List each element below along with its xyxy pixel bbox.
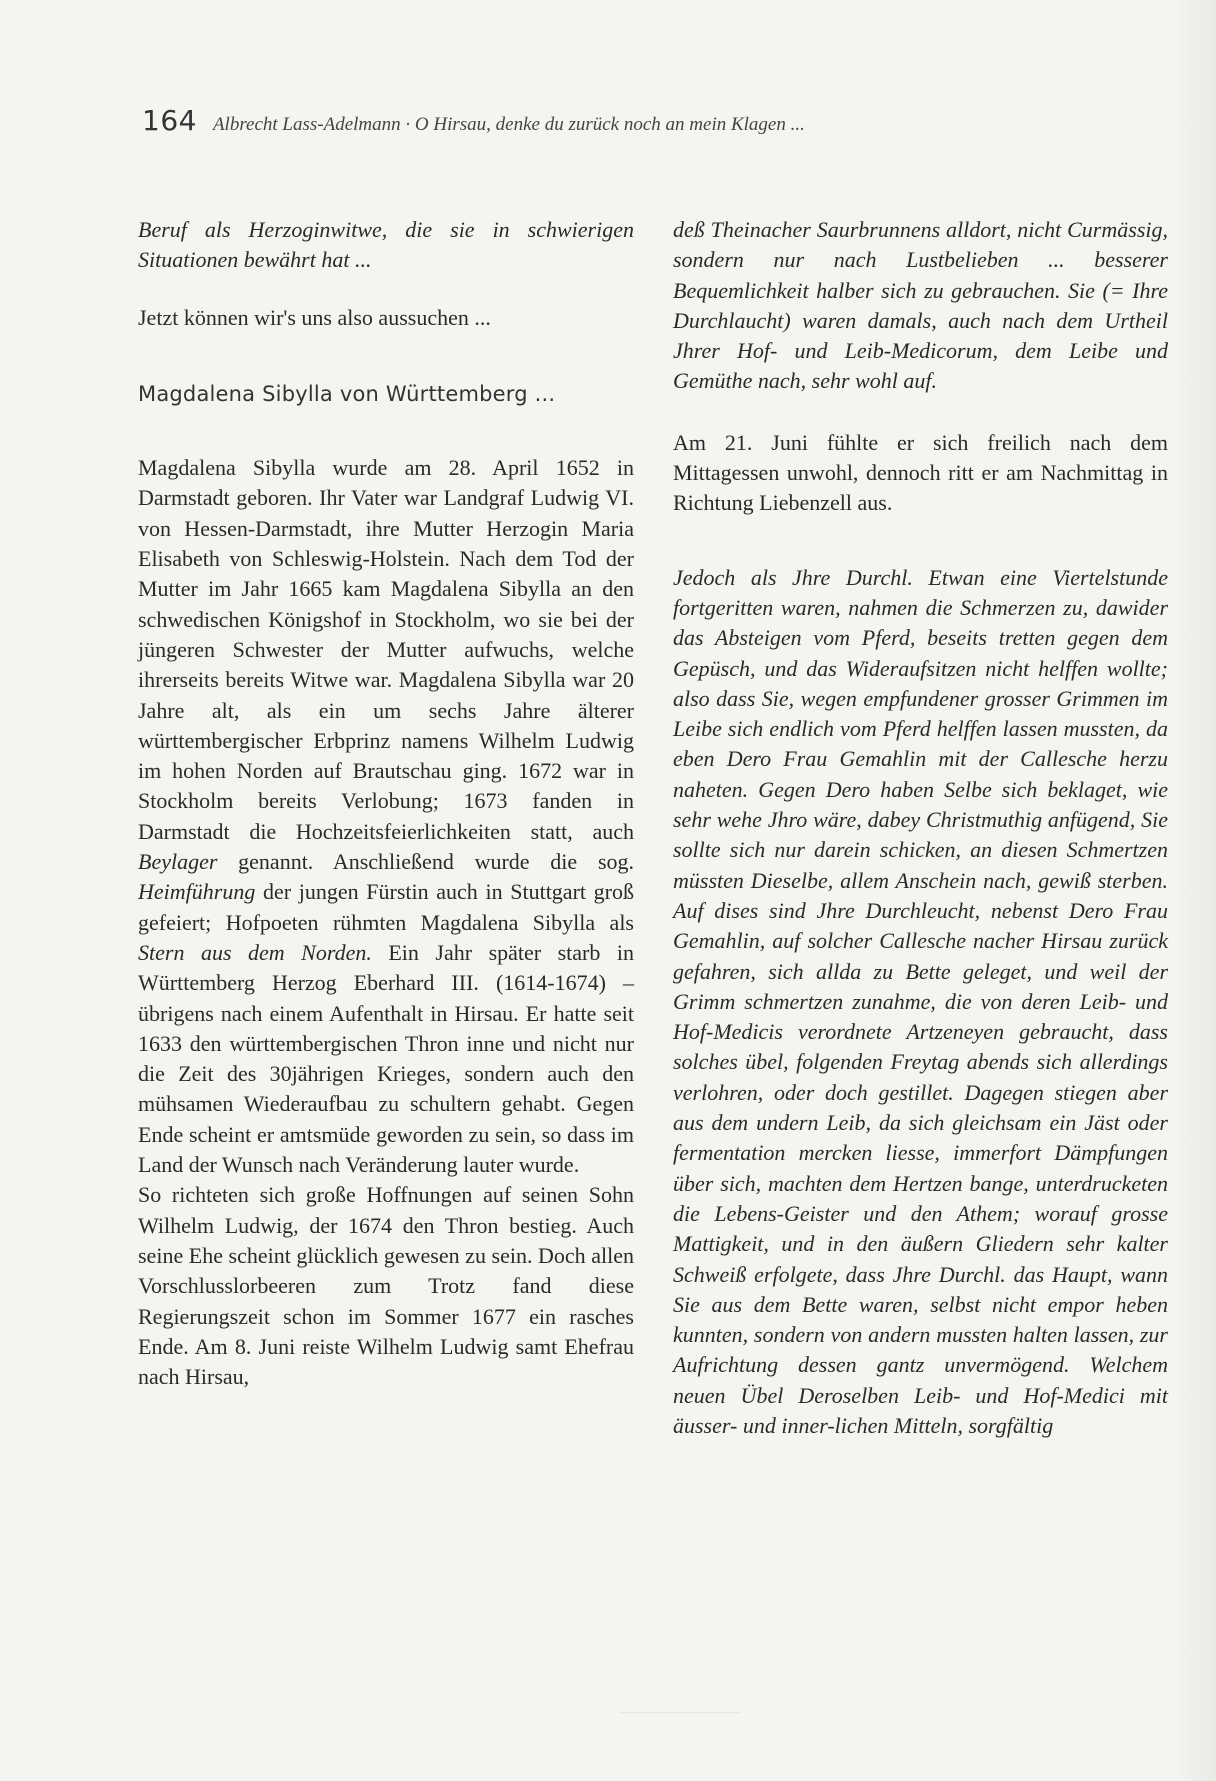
body-text: Magdalena Sibylla wurde am 28. April 1652 in Darmstadt geboren. Ihr Vater war Landgraf Ludwig VI. von Hessen-Darmstadt, ihre Mutter Herzogin Maria Elisabeth von Schleswig-Holstein. Nach dem Tod der Mutter im Jahr 1665 kam Magdalena Sibylla an den schwedischen Königshof in Stockholm, wo sie bei der jüngeren Schwester der Mutter aufwuchs, welche ihrerseits bereits Witwe war. Magdalena Sibylla war 20 Jahre alt, als ein um sechs Jahre älterer württembergischer Erbprinz namens Wilhelm Ludwig im hohen Norden auf Brautschau ging. 1672 war in Stockholm bereits Verlobung; 1673 fanden in Darmstadt die Hochzeitsfeierlichkeiten statt, auch [138, 455, 634, 844]
right-column [673, 215, 1168, 1441]
body-paragraph-3: Am 21. Juni fühlte er sich freilich nach dem Mittagessen unwohl, dennoch ritt er am Nachmittag in Richtung Liebenzell aus. [673, 429, 1168, 516]
running-head-title: Albrecht Lass-Adelmann · O Hirsau, denke du zurück noch an mein Klagen ... [212, 114, 805, 135]
term-heimfuehrung: Heimführung [138, 879, 256, 905]
body-text: Ein Jahr später starb in Württemberg Herzog Eberhard III. (1614-1674) – übrigens nach einem Aufenthalt in Hirsau. Er hatte seit 1633 den württembergischen Thron inne und nicht nur die Zeit des 30jährigen Krieges, sondern auch den mühsamen Wiederaufbau zu schultern gehabt. Gegen Ende scheint er amtsmüde geworden zu sein, so dass im Land der Wunsch nach Veränderung lauter wurde. [138, 939, 634, 1178]
opening-quote: Beruf als Herzoginwitwe, die sie in schwierigen Situationen bewährt hat ... [138, 217, 634, 273]
bottom-rule [620, 1712, 740, 1713]
page-edge-shadow [1176, 0, 1216, 1781]
section-heading: Magdalena Sibylla von Württemberg ... [138, 381, 556, 406]
page-number: 164 [142, 104, 197, 137]
quote-block-1: deß Theinacher Saurbrunnens alldort, nicht Curmässig, sondern nur nach Lustbelieben ... besserer Bequemlichkeit halber sich zu gebrauchen. Sie (= Ihre Durchlaucht) waren damals, auch nach dem Urtheil Jhrer Hof- und Leib-Medicorum, dem Leibe und Gemüthe nach, sehr wohl auf. [673, 217, 1168, 394]
body-paragraph-2: So richteten sich große Hoffnungen auf seinen Sohn Wilhelm Ludwig, der 1674 den Thron bestieg. Auch seine Ehe scheint glücklich gewesen zu sein. Doch allen Vorschlusslorbeeren zum Trotz fand diese Regierungszeit schon im Sommer 1677 ein rasches Ende. Am 8. Juni reiste Wilhelm Ludwig samt Ehefrau nach Hirsau, [138, 1182, 634, 1390]
quote-block-2: Jedoch als Jhre Durchl. Etwan eine Viertelstunde fortgeritten waren, nahmen die Schmerzen zu, dawider das Absteigen vom Pferd, beseits tretten gegen dem Gepüsch, und das Wideraufsitzen nicht helffen wollte; also dass Sie, wegen empfundener grosser Grimmen im Leibe sich endlich vom Pferd helffen lassen mussten, da eben Dero Frau Gemahlin mit der Callesche herzu naheten. Gegen Dero haben Selbe sich beklaget, wie sehr wehe Jhro wäre, dabey Christmuthig anfügend, Sie sollte sich nur darein schicken, an diesen Schmertzen müssten Dieselbe, allem Anschein nach, gewiß sterben. Auf dises sind Jhre Durchleucht, nebenst Dero Frau Gemahlin, auf solcher Callesche nacher Hirsau zurück gefahren, sich allda zu Bette geleget, und weil der Grimm schmertzen zunahme, die von deren Leib- und Hof-Medicis verordnete Artzeneyen gebraucht, dass solches übel, folgenden Freytag abends sich allerdings verlohren, oder doch gestillet. Dagegen stiegen aber aus dem undern Leib, da sich gleichsam ein Jäst oder fermentation mercken liesse, immerfort Dämpfungen über sich, machten dem Hertzen bange, unterdrucketen die Lebens-Geister und den Athem; worauf grosse Mattigkeit, und in den äußern Gliedern sehr kalter Schweiß erfolgete, dass Jhre Durchl. das Haupt, wann Sie aus dem Bette waren, selbst nicht empor heben kunnten, sondern von andern mussten halten lassen, zur Aufrichtung dessen gantz unvermögend. Welchem neuen Übel Deroselben Leib- und Hof-Medici mit äusser- und inner-lichen Mitteln, sorgfältig [673, 564, 1168, 1438]
body-text: genannt. Anschließend wurde die sog. [217, 849, 634, 875]
running-header [142, 104, 805, 137]
term-stern: Stern aus dem Norden. [138, 939, 372, 965]
body-paragraph-1 [138, 453, 634, 1180]
body-text: der jungen Fürstin auch in Stuttgart groß gefeiert; Hofpoeten rühmten Magdalena Sibylla als [138, 879, 634, 935]
transition-line: Jetzt können wir's uns also aussuchen ... [138, 304, 491, 330]
left-column [138, 215, 634, 1392]
term-beylager: Beylager [138, 849, 218, 875]
